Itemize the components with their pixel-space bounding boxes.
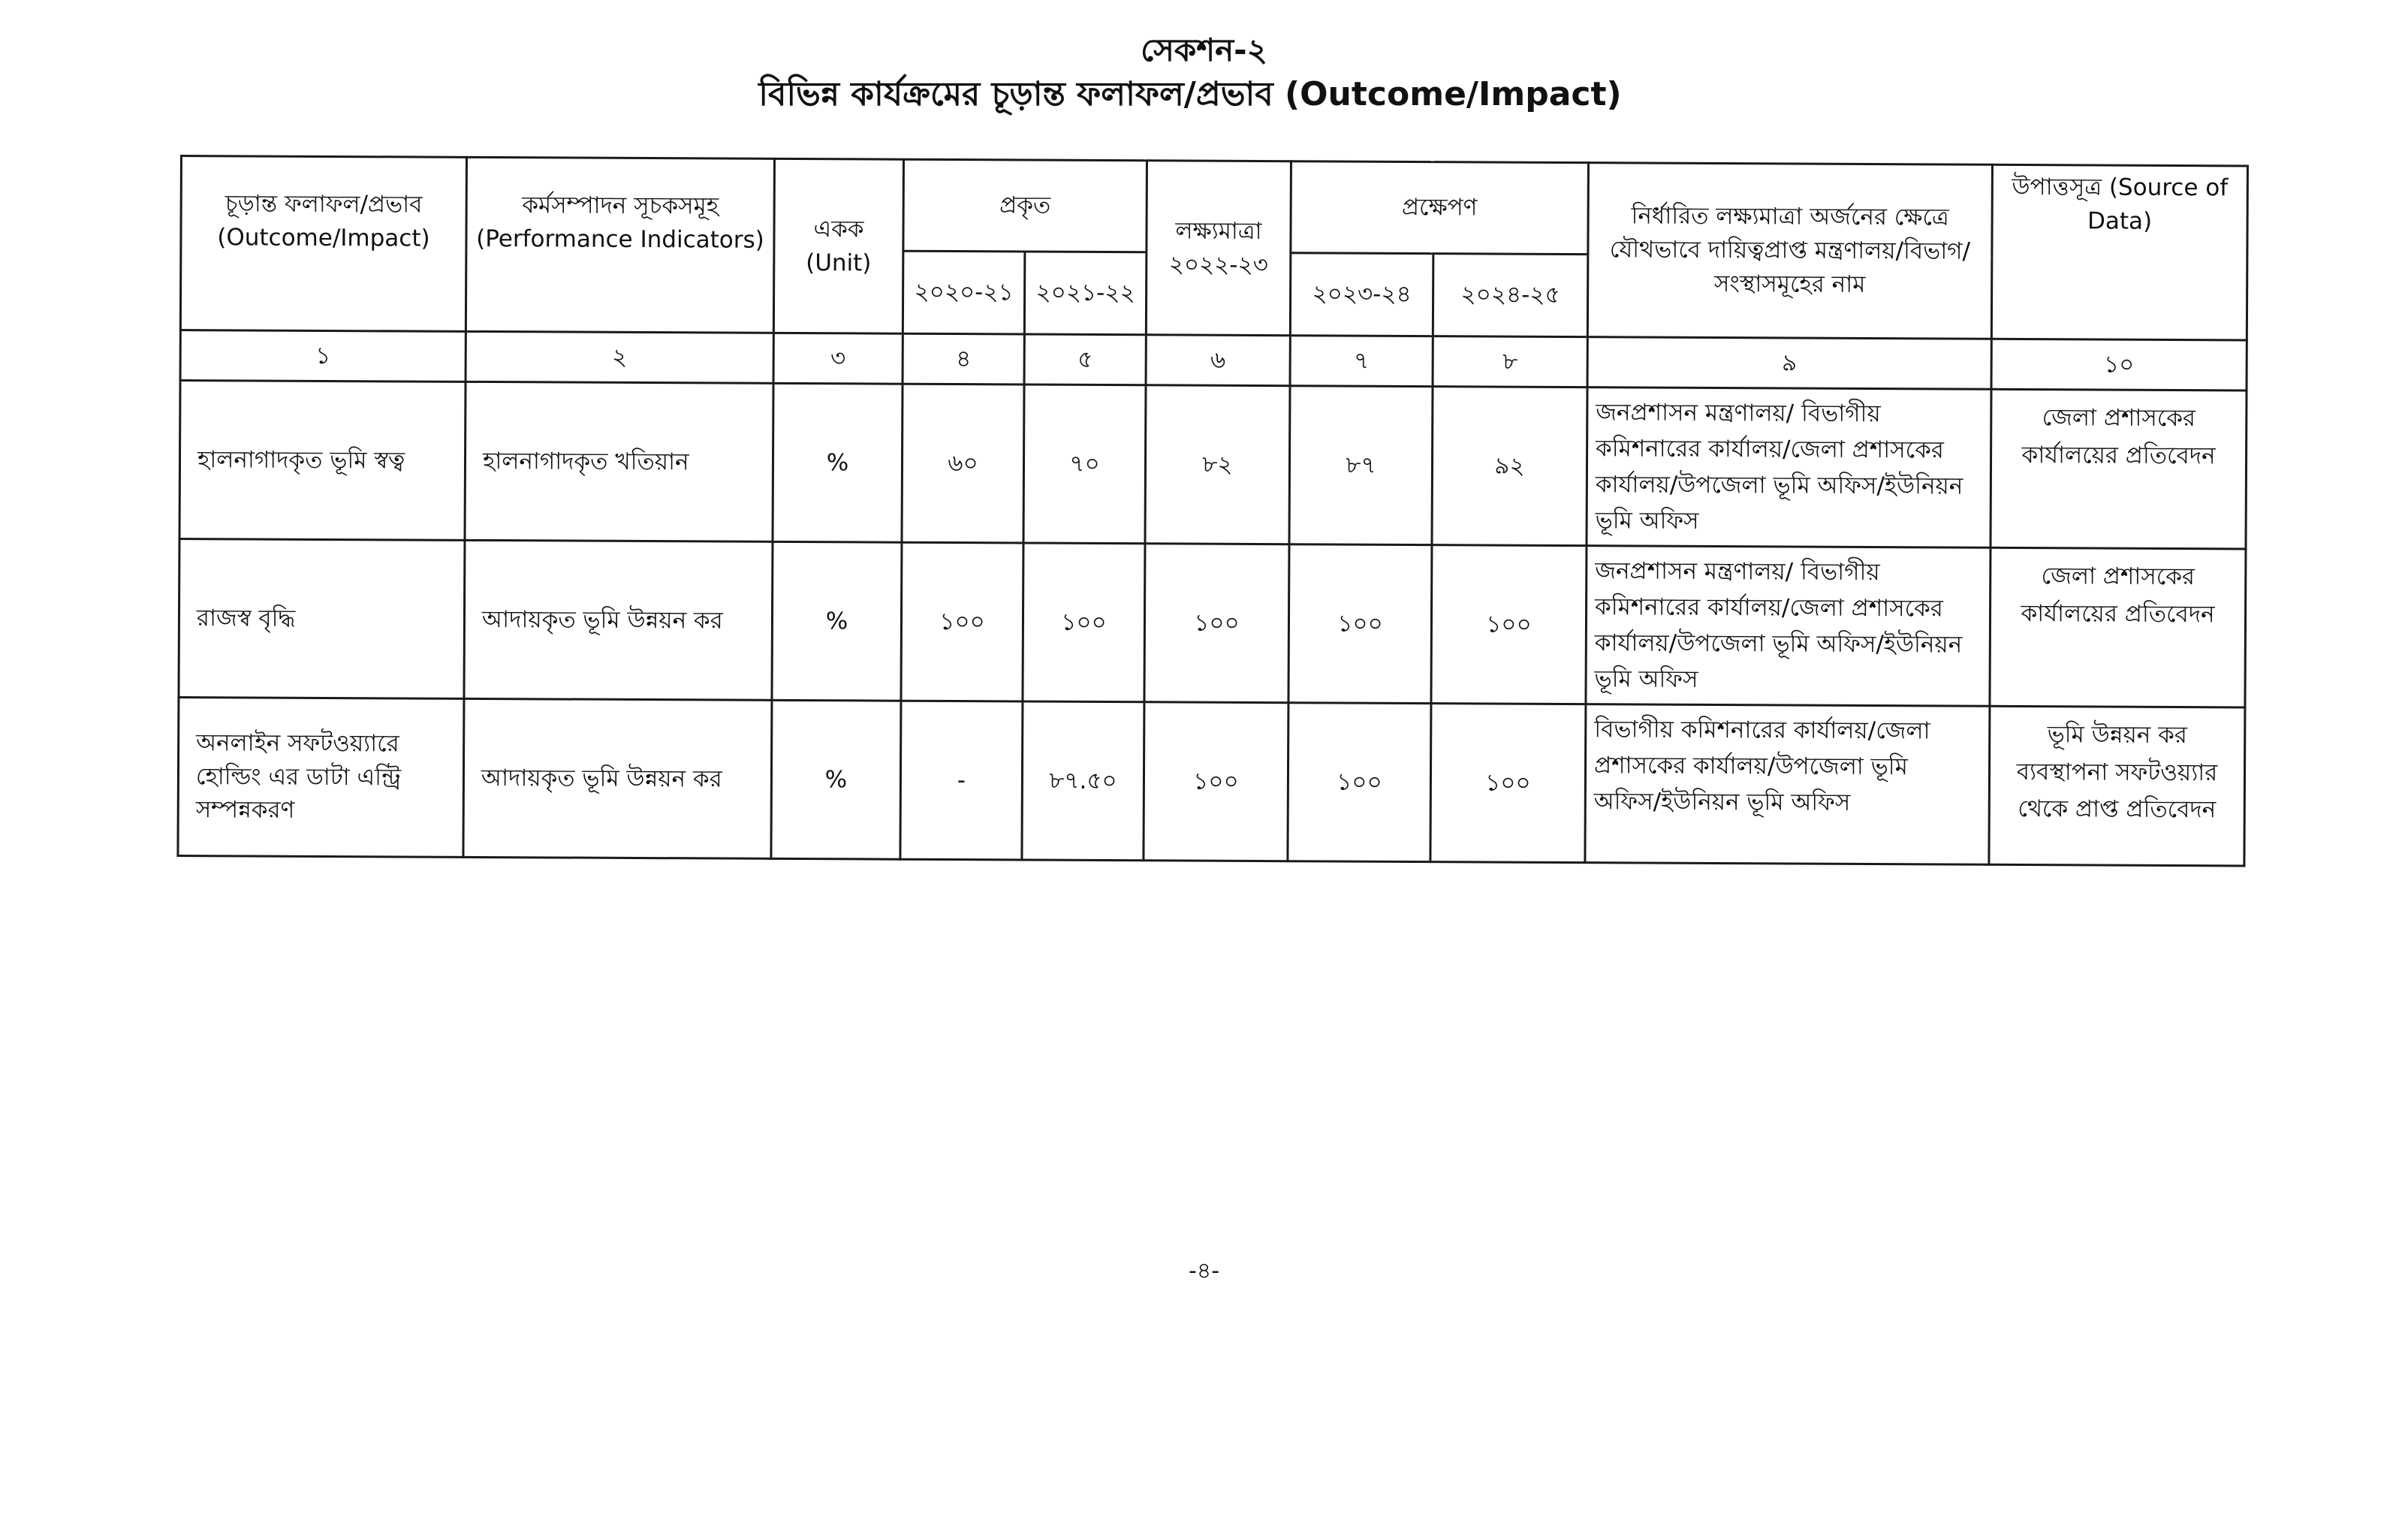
- column-number: ৮: [1433, 336, 1587, 388]
- cell-actual-2021-22: ৭০: [1023, 385, 1146, 544]
- cell-actual-2020-21: -: [900, 701, 1023, 860]
- cell-outcome: অনলাইন সফটওয়্যারে হোল্ডিং এর ডাটা এন্ট্রি সম্পন্নকরণ: [178, 697, 464, 857]
- cell-unit: %: [773, 383, 903, 542]
- column-number: ৪: [903, 333, 1024, 385]
- cell-proj-2023-24: ১০০: [1288, 703, 1431, 862]
- column-number: ৫: [1024, 334, 1146, 385]
- col-header-actual: প্রকৃত: [903, 159, 1147, 252]
- col-header-actual-2021-22: ২০২১-২২: [1024, 252, 1147, 335]
- column-number: ১: [180, 330, 466, 382]
- cell-indicator: আদায়কৃত ভূমি উন্নয়ন কর: [464, 540, 773, 700]
- cell-source: জেলা প্রশাসকের কার্যালয়ের প্রতিবেদন: [1990, 547, 2246, 707]
- cell-proj-2023-24: ৮৭: [1289, 386, 1433, 545]
- cell-actual-2021-22: ১০০: [1023, 543, 1145, 702]
- section-heading: সেকশন-২: [1141, 32, 1267, 68]
- col-header-projection: প্রক্ষেপণ: [1291, 161, 1589, 255]
- cell-proj-2024-25: ১০০: [1431, 545, 1587, 704]
- cell-unit: %: [772, 541, 902, 701]
- cell-target-2022-23: ৮২: [1145, 385, 1290, 544]
- column-number: ৯: [1587, 337, 1991, 390]
- page-number: -৪-: [1188, 1258, 1220, 1284]
- col-header-outcome: চূড়ান্ত ফলাফল/প্রভাব (Outcome/Impact): [180, 156, 466, 332]
- column-number: ২: [466, 331, 773, 383]
- cell-indicator: আদায়কৃত ভূমি উন্নয়ন কর: [463, 698, 772, 858]
- cell-source: ভূমি উন্নয়ন কর ব্যবস্থাপনা সফটওয়্যার থেকে প্রাপ্ত প্রতিবেদন: [1989, 706, 2245, 866]
- col-header-proj-2024-25: ২০২৪-২৫: [1433, 254, 1588, 337]
- cell-proj-2024-25: ১০০: [1430, 704, 1586, 863]
- cell-source: জেলা প্রশাসকের কার্যালয়ের প্রতিবেদন: [1991, 389, 2247, 549]
- cell-agencies: জনপ্রশাসন মন্ত্রণালয়/ বিভাগীয় কমিশনারের কার্যালয়/জেলা প্রশাসকের কার্যালয়/উপজেলা ভূমি অফিস/ইউনিয়ন ভূমি অফিস: [1587, 388, 1991, 548]
- column-number: ৬: [1146, 335, 1290, 386]
- page-title: বিভিন্ন কার্যক্রমের চূড়ান্ত ফলাফল/প্রভাব (Outcome/Impact): [758, 75, 1622, 113]
- cell-indicator: হালনাগাদকৃত খতিয়ান: [465, 381, 773, 541]
- column-number: ১০: [1991, 339, 2247, 391]
- col-header-unit: একক (Unit): [773, 158, 903, 333]
- cell-target-2022-23: ১০০: [1144, 544, 1289, 703]
- col-header-actual-2020-21: ২০২০-২১: [903, 251, 1025, 334]
- cell-actual-2021-22: ৮৭.৫০: [1022, 701, 1144, 861]
- outcome-table-container: [176, 155, 2247, 867]
- table-row: [179, 539, 2246, 707]
- col-header-indicators: কর্মসম্পাদন সূচকসমূহ (Performance Indicators): [466, 157, 774, 333]
- cell-proj-2024-25: ৯২: [1432, 387, 1587, 546]
- cell-outcome: হালনাগাদকৃত ভূমি স্বত্ব: [179, 381, 466, 541]
- cell-target-2022-23: ১০০: [1144, 702, 1288, 861]
- cell-actual-2020-21: ৬০: [902, 384, 1024, 543]
- col-header-source: উপাত্তসূত্র (Source of Data): [1991, 164, 2247, 340]
- col-header-target: লক্ষ্যমাত্রা ২০২২-২৩: [1146, 161, 1291, 336]
- cell-proj-2023-24: ১০০: [1288, 544, 1432, 704]
- cell-actual-2020-21: ১০০: [901, 542, 1023, 701]
- col-header-proj-2023-24: ২০২৩-২৪: [1290, 253, 1433, 336]
- table-row: [179, 381, 2247, 549]
- column-number: ৭: [1290, 336, 1433, 387]
- col-header-agencies: নির্ধারিত লক্ষ্যমাত্রা অর্জনের ক্ষেত্রে যৌথভাবে দায়িত্বপ্রাপ্ত মন্ত্রণালয়/বিভাগ/ সংস্থাসমূহের নাম: [1587, 163, 1992, 339]
- cell-agencies: বিভাগীয় কমিশনারের কার্যালয়/জেলা প্রশাসকের কার্যালয়/উপজেলা ভূমি অফিস/ইউনিয়ন ভূমি অফিস: [1585, 704, 1990, 865]
- cell-unit: %: [771, 700, 901, 859]
- table-row: [178, 697, 2245, 865]
- column-number: ৩: [773, 333, 903, 384]
- outcome-table: [176, 155, 2249, 867]
- cell-outcome: রাজস্ব বৃদ্ধি: [179, 539, 465, 699]
- cell-agencies: জনপ্রশাসন মন্ত্রণালয়/ বিভাগীয় কমিশনারের কার্যালয়/জেলা প্রশাসকের কার্যালয়/উপজেলা ভূমি অফিস/ইউনিয়ন ভূমি অফিস: [1586, 546, 1991, 707]
